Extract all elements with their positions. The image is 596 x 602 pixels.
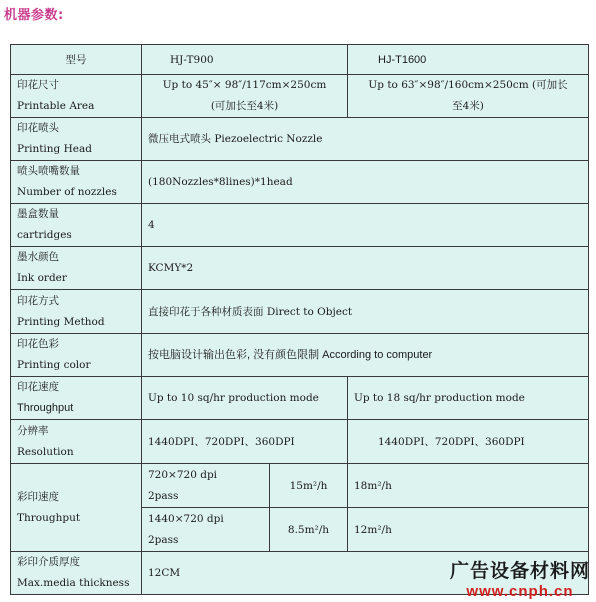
label-en: Printable Area	[17, 100, 95, 112]
label-cn: 墨水颜色	[17, 251, 59, 263]
resolution-t1600: 1440DPI、720DPI、360DPI	[348, 420, 589, 464]
table-row	[11, 75, 589, 118]
color-speed-t900: 15m²/h	[270, 464, 348, 508]
table-row	[11, 464, 589, 508]
throughput-label	[11, 377, 142, 420]
resolution-label	[11, 420, 142, 464]
color-speed-mode	[142, 464, 270, 508]
label-en: Throughput	[17, 511, 81, 524]
media-thickness-value: 12CM	[142, 552, 589, 595]
table-row	[11, 161, 589, 204]
cell-line: 720×720 dpi	[148, 468, 218, 481]
label-cn: 彩印速度	[17, 490, 59, 503]
cell-line: 2pass	[148, 533, 179, 546]
label-en: Resolution	[17, 445, 74, 458]
label-en: Printing color	[17, 359, 91, 371]
throughput-t900: Up to 10 sq/hr production mode	[142, 377, 348, 420]
printing-head-value: 微压电式喷头 Piezoelectric Nozzle	[142, 118, 589, 161]
label-en: cartridges	[17, 229, 72, 241]
cell-line: 1440×720 dpi	[148, 512, 224, 525]
watermark-url: www.cnph.cn	[466, 583, 574, 600]
table-row	[11, 45, 589, 75]
printing-color-label	[11, 334, 142, 377]
label-cn: 印花方式	[17, 294, 59, 307]
label-en: Max.media thickness	[17, 577, 130, 589]
ink-order-value: KCMY*2	[142, 247, 589, 290]
spec-table	[10, 44, 589, 595]
label-en: Throughput	[17, 402, 74, 414]
cell-line: (可加长至4米)	[210, 100, 279, 112]
label-en: Printing Head	[17, 143, 92, 155]
color-speed-t1600: 18m²/h	[348, 464, 589, 508]
table-row	[11, 334, 589, 377]
label-en: Number of nozzles	[17, 186, 117, 198]
ink-order-label	[11, 247, 142, 290]
printing-method-label	[11, 290, 142, 334]
throughput-t1600: Up to 18 sq/hr production mode	[348, 377, 589, 420]
page-title: 机器参数:	[4, 8, 64, 23]
table-row	[11, 247, 589, 290]
printing-head-label	[11, 118, 142, 161]
table-row	[11, 118, 589, 161]
model-t1600: HJ-T1600	[348, 45, 589, 75]
table-row	[11, 377, 589, 420]
cell-line: Up to 45″× 98″/117cm×250cm	[162, 79, 327, 91]
watermark-line1: 广告设备材料网	[449, 560, 590, 582]
table-row	[11, 290, 589, 334]
printable-area-label	[11, 75, 142, 118]
printing-color-value: 按电脑设计输出色彩, 没有颜色限制 According to computer	[142, 334, 589, 377]
cell-line: 2pass	[148, 489, 179, 502]
label-cn: 印花速度	[17, 381, 59, 393]
label-en: Ink order	[17, 272, 67, 284]
label-cn: 彩印介质厚度	[17, 556, 80, 568]
cell-line: Up to 63″×98″/160cm×250cm (可加长	[368, 79, 568, 91]
label-cn: 印花色彩	[17, 338, 59, 350]
label-en: Printing Method	[17, 315, 105, 328]
watermark	[450, 556, 590, 600]
table-row	[11, 420, 589, 464]
color-speed-t1600: 12m²/h	[348, 508, 589, 552]
table-row	[11, 204, 589, 247]
label-cn: 分辨率	[17, 424, 49, 437]
printable-area-t900	[142, 75, 348, 118]
color-speed-t900: 8.5m²/h	[270, 508, 348, 552]
media-thickness-label	[11, 552, 142, 595]
color-speed-mode	[142, 508, 270, 552]
printable-area-t1600	[348, 75, 589, 118]
label-cn: 印花尺寸	[17, 79, 59, 91]
cell-line: 至4米)	[452, 100, 484, 112]
color-speed-label	[11, 464, 142, 552]
label-cn: 墨盒数量	[17, 208, 59, 220]
cartridges-value: 4	[142, 204, 589, 247]
nozzles-label	[11, 161, 142, 204]
cartridges-label	[11, 204, 142, 247]
model-label: 型号	[11, 45, 142, 75]
nozzles-value: (180Nozzles*8lines)*1head	[142, 161, 589, 204]
model-t900: HJ-T900	[142, 45, 348, 75]
printing-method-value: 直接印花于各种材质表面 Direct to Object	[142, 290, 589, 334]
resolution-t900: 1440DPI、720DPI、360DPI	[142, 420, 348, 464]
label-cn: 印花喷头	[17, 122, 59, 134]
label-cn: 喷头喷嘴数量	[17, 165, 80, 177]
